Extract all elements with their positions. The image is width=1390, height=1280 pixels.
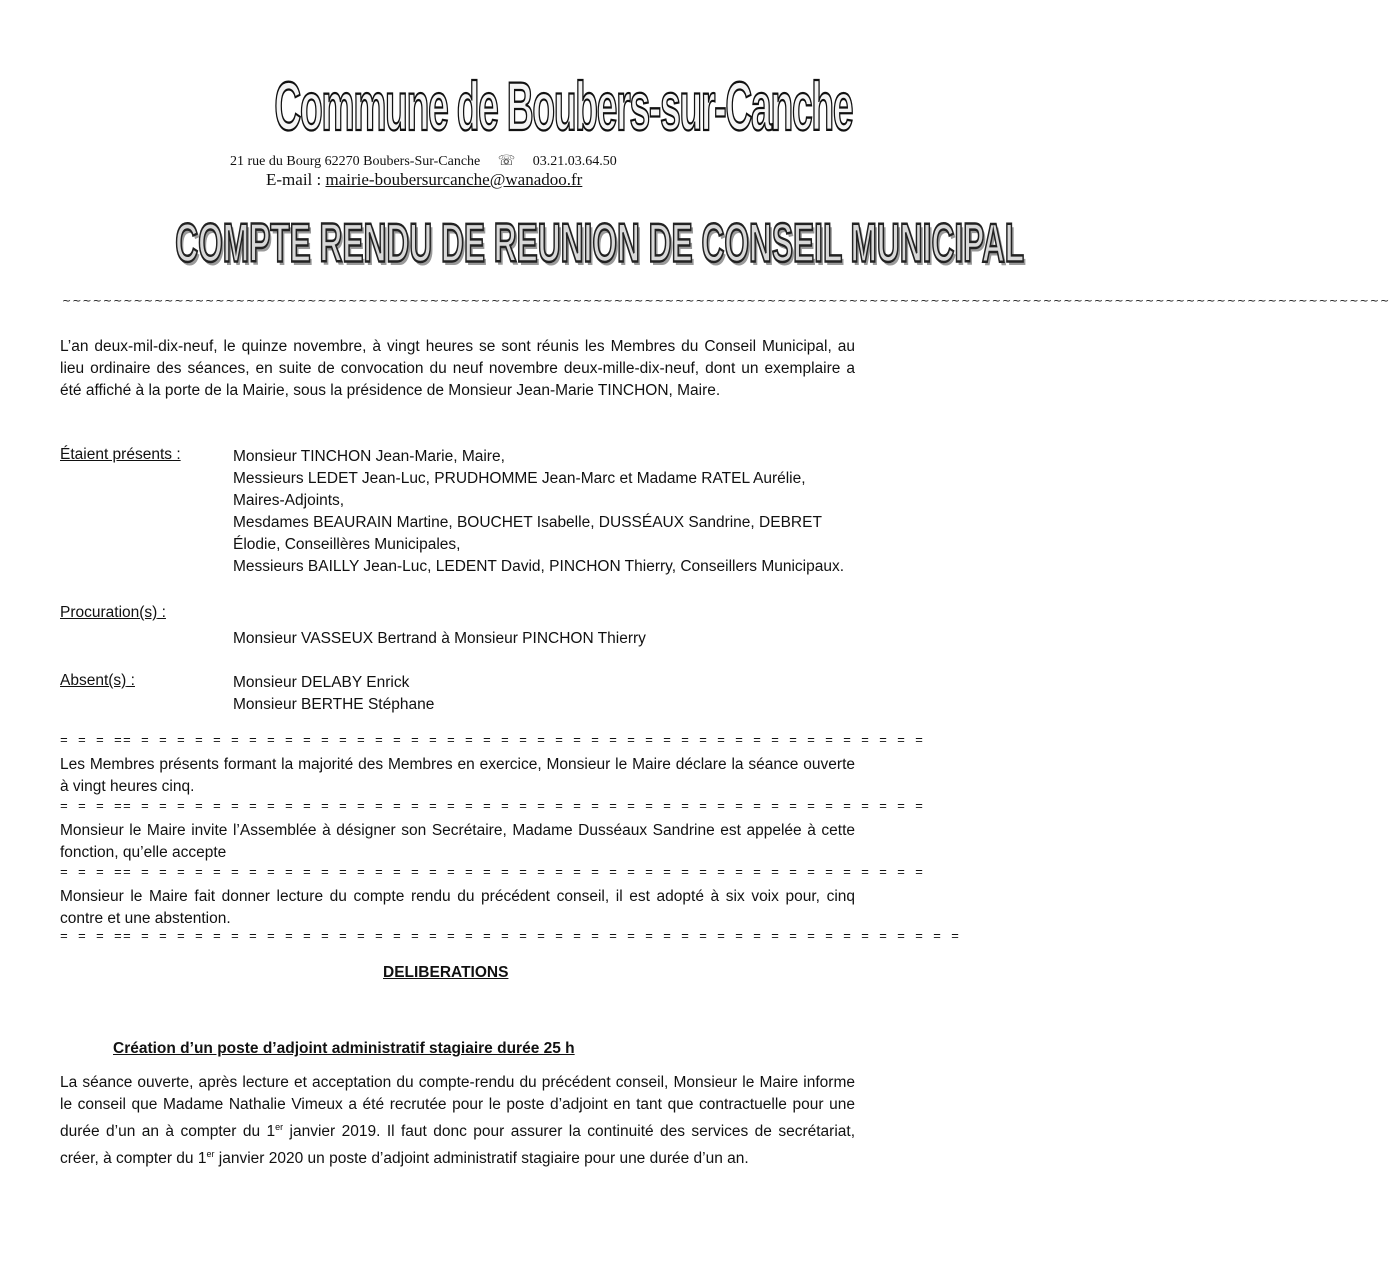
- present-councillors-men: Messieurs BAILLY Jean-Luc, LEDENT David, PINCHON Thierry, Conseillers Municipaux.: [233, 558, 845, 575]
- ordinal-suffix-1: er: [275, 1122, 284, 1132]
- commune-title: Commune de Boubers-sur-Canche: [274, 68, 853, 146]
- telephone-icon: ☏: [497, 154, 516, 169]
- absent-1: Monsieur DELABY Enrick: [233, 674, 410, 691]
- absent-2: Monsieur BERTHE Stéphane: [233, 696, 435, 713]
- separator-2: = = = == = = = = = = = = = = = = = = = = = = = = = = = = = = = = = = = = = = = = = = = = = = = =: [60, 799, 925, 814]
- email-label: E-mail :: [266, 170, 322, 189]
- procuration-label-text: Procuration(s): [60, 604, 158, 621]
- absents-label: [60, 672, 135, 690]
- absents-colon: :: [126, 672, 135, 689]
- ornamental-divider: ~~~~~~~~~~~~~~~~~~~~~~~~~~~~~~~~~~~~~~~~~~~~~~~~~~~~~~~~~~~~~~~~~~~~~~~~~~~~~~~~~~~~~~~~~~~~~~~~~~~~~~~~~~~~~~~~~~~~~~~~~~~~~~~~~~: [62, 294, 1390, 307]
- section-text-3: janvier 2020 un poste d’adjoint administratif stagiaire pour une durée d’un an.: [214, 1150, 749, 1168]
- presents-colon: :: [172, 446, 181, 463]
- section-text-1: La séance ouverte, après lecture et acceptation du compte-rendu du précédent conseil, Monsieur le Maire informe le conseil que Madame Nathalie Vimeux a été recrutée pour le poste d’adjoint en tant que contractuelle pour une durée d’un an à compter du 1: [60, 1074, 855, 1141]
- procuration-label: [60, 604, 166, 622]
- secretary-paragraph: Monsieur le Maire invite l’Assemblée à désigner son Secrétaire, Madame Dusséaux Sandrine est appelée à cette fonction, qu’elle accepte: [60, 822, 855, 861]
- presents-list: [233, 446, 855, 578]
- section-text-2: janvier 2019. Il faut donc pour assurer la continuité des services de secrétariat, créer, à compter du 1: [60, 1123, 856, 1168]
- street-address: 21 rue du Bourg 62270 Boubers-Sur-Canche: [230, 154, 481, 169]
- quorum-paragraph: Les Membres présents formant la majorité des Membres en exercice, Monsieur le Maire déclare la séance ouverte à vingt heures cinq.: [60, 756, 855, 795]
- absents-label-text: Absent(s): [60, 672, 127, 689]
- address-line: [230, 153, 750, 170]
- email-line: [266, 170, 582, 190]
- present-mayor: Monsieur TINCHON Jean-Marie, Maire,: [233, 448, 505, 465]
- section-paragraph: [60, 1072, 855, 1170]
- email-link[interactable]: mairie-boubersurcanche@wanadoo.fr: [325, 170, 583, 189]
- procuration-colon: :: [157, 604, 166, 621]
- separator-1: = = = == = = = = = = = = = = = = = = = = = = = = = = = = = = = = = = = = = = = = = = = = = = = =: [60, 733, 925, 748]
- procuration-value: Monsieur VASSEUX Bertrand à Monsieur PINCHON Thierry: [233, 630, 646, 647]
- report-banner: COMPTE RENDU DE REUNION DE CONSEIL MUNICIPAL: [175, 212, 1025, 274]
- deliberations-heading: DELIBERATIONS: [383, 964, 509, 981]
- intro-paragraph: L’an deux-mil-dix-neuf, le quinze novembre, à vingt heures se sont réunis les Membres du Conseil Municipal, au lieu ordinaire des séances, en suite de convocation du neuf novembre deux-mille-dix-neuf, dont un exemplaire a été affiché à la porte de la Mairie, sous la présidence de Monsieur Jean-Marie TINCHON, Maire.: [60, 338, 855, 399]
- present-deputies: Messieurs LEDET Jean-Luc, PRUDHOMME Jean-Marc et Madame RATEL Aurélie, Maires-Adjoints,: [233, 470, 806, 509]
- ordinal-suffix-2: er: [206, 1149, 215, 1160]
- present-councillors-women: Mesdames BEAURAIN Martine, BOUCHET Isabelle, DUSSÉAUX Sandrine, DEBRET Élodie, Conseillères Municipales,: [233, 514, 822, 553]
- presents-label-text: Étaient présents: [60, 446, 173, 463]
- absents-list: [233, 672, 855, 716]
- separator-4: = = = == = = = = = = = = = = = = = = = = = = = = = = = = = = = = = = = = = = = = = = = = = = = = = =: [60, 929, 961, 944]
- presents-label: [60, 446, 181, 464]
- phone-number: 03.21.03.64.50: [532, 154, 617, 169]
- previous-report-paragraph: Monsieur le Maire fait donner lecture du compte rendu du précédent conseil, il est adopté à six voix pour, cinq contre et une abstention.: [60, 888, 855, 927]
- separator-3: = = = == = = = = = = = = = = = = = = = = = = = = = = = = = = = = = = = = = = = = = = = = = = = =: [60, 865, 925, 880]
- section-title: Création d’un poste d’adjoint administratif stagiaire durée 25 h: [113, 1040, 575, 1057]
